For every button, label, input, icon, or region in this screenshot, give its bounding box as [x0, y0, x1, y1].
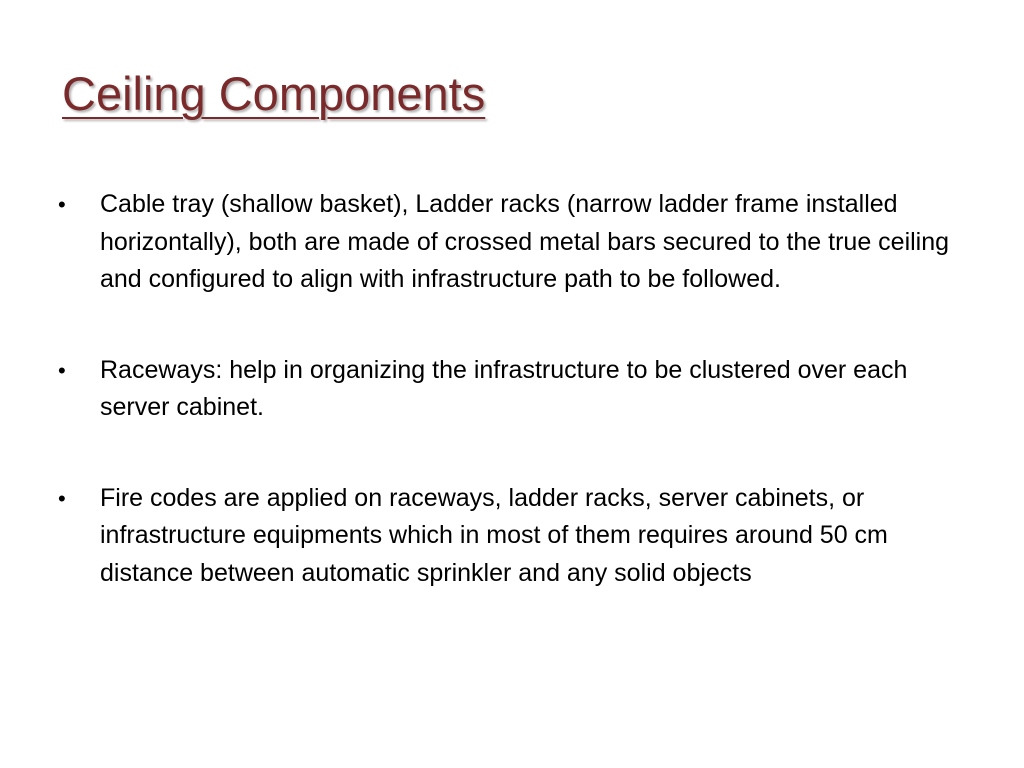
bullet-item	[56, 352, 976, 427]
bullet-item	[56, 480, 976, 593]
bullet-text-cable-tray: Cable tray (shallow basket), Ladder racks (narrow ladder frame installed horizontally), both are made of crossed metal bars secured to the true ceiling and configured to align with infrastructure path to be followed.	[100, 190, 950, 293]
bullet-marker-icon: •	[58, 357, 66, 383]
bullet-list	[56, 186, 976, 645]
bullet-marker-icon: •	[58, 485, 66, 511]
bullet-text-fire-codes: Fire codes are applied on raceways, ladder racks, server cabinets, or infrastructure equipments which in most of them requires around 50 cm distance between automatic sprinkler and any solid objects	[100, 483, 888, 587]
slide-title: Ceiling Components	[62, 67, 486, 120]
bullet-marker-icon: •	[58, 192, 66, 217]
bullet-item	[56, 186, 976, 299]
bullet-text-raceways: Raceways: help in organizing the infrastructure to be clustered over each server cabinet.	[100, 355, 908, 421]
